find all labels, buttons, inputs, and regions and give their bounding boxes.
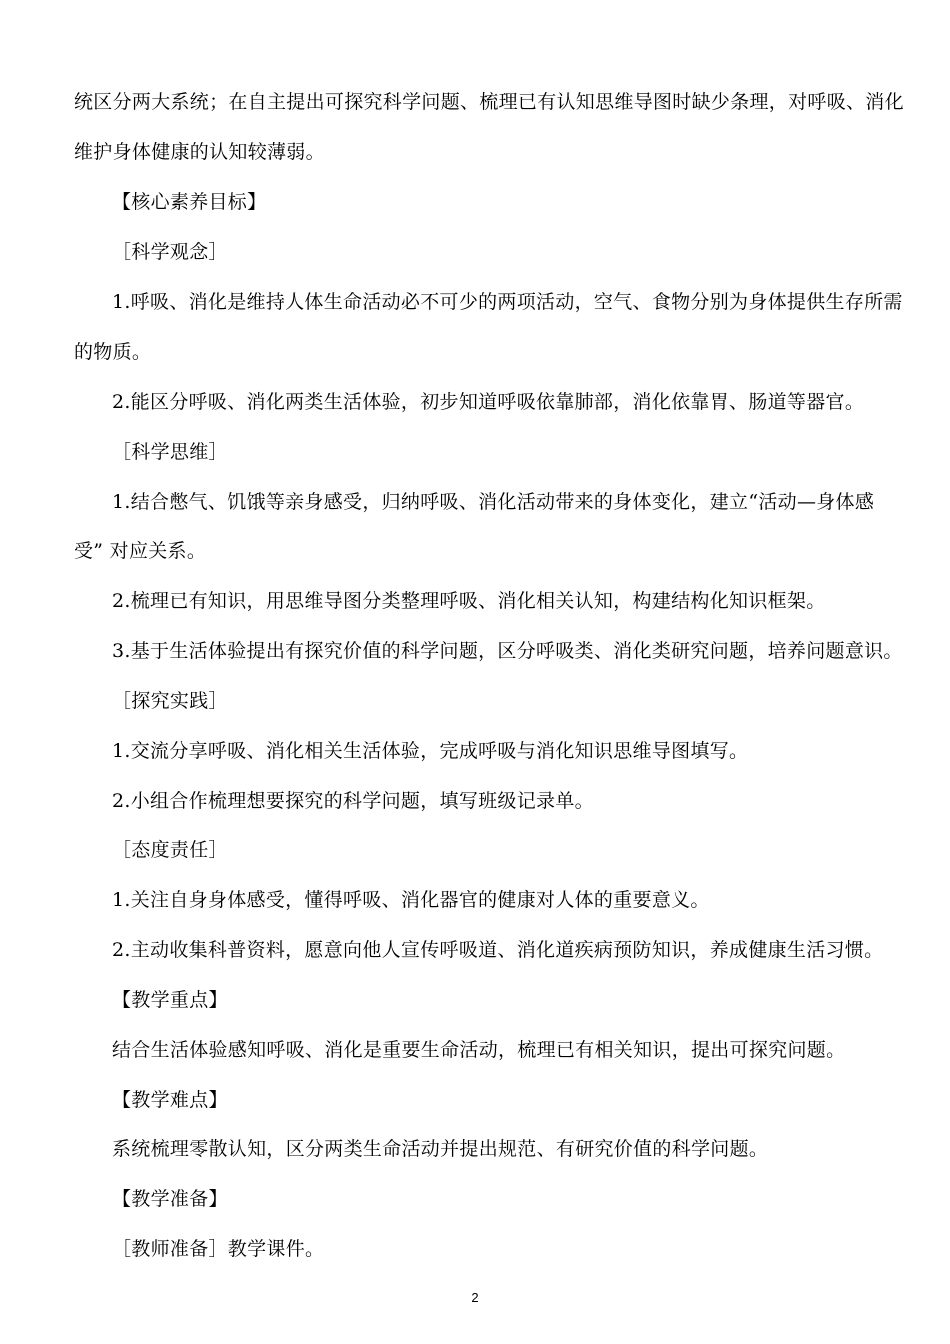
intro-line-1: 统区分两大系统；在自主提出可探究科学问题、梳理已有认知思维导图时缺少条理，对呼吸、消化 xyxy=(74,91,904,113)
attitude-item-1: 1.关注自身身体感受，懂得呼吸、消化器官的健康对人体的重要意义。 xyxy=(112,889,710,911)
inquiry-practice-heading: ［探究实践］ xyxy=(112,690,228,712)
intro-line-2: 维护身体健康的认知较薄弱。 xyxy=(74,141,325,163)
science-thinking-item-3: 3.基于生活体验提出有探究价值的科学问题，区分呼吸类、消化类研究问题，培养问题意识。 xyxy=(112,640,903,662)
inquiry-practice-item-1: 1.交流分享呼吸、消化相关生活体验，完成呼吸与消化知识思维导图填写。 xyxy=(112,740,749,762)
preparation-heading: 【教学准备】 xyxy=(112,1188,228,1210)
attitude-heading: ［态度责任］ xyxy=(112,839,228,861)
key-points-heading: 【教学重点】 xyxy=(112,989,228,1011)
attitude-item-2: 2.主动收集科普资料，愿意向他人宣传呼吸道、消化道疾病预防知识，养成健康生活习惯。 xyxy=(112,939,884,961)
science-thinking-item-1-line-1: 1.结合憋气、饥饿等亲身感受，归纳呼吸、消化活动带来的身体变化，建立“活动—身体感 xyxy=(112,491,875,513)
science-thinking-heading: ［科学思维］ xyxy=(112,441,228,463)
core-goals-heading: 【核心素养目标】 xyxy=(112,191,267,213)
science-concept-item-1-line-2: 的物质。 xyxy=(74,341,152,363)
difficult-points-heading: 【教学难点】 xyxy=(112,1089,228,1111)
science-concept-heading: ［科学观念］ xyxy=(112,241,228,263)
difficult-points-text: 系统梳理零散认知，区分两类生命活动并提出规范、有研究价值的科学问题。 xyxy=(112,1138,769,1160)
teacher-preparation: ［教师准备］教学课件。 xyxy=(112,1238,325,1260)
science-concept-item-2: 2.能区分呼吸、消化两类生活体验，初步知道呼吸依靠肺部，消化依靠胃、肠道等器官。 xyxy=(112,391,865,413)
science-thinking-item-1-line-2: 受” 对应关系。 xyxy=(74,540,207,562)
science-concept-item-1-line-1: 1.呼吸、消化是维持人体生命活动必不可少的两项活动，空气、食物分别为身体提供生存所需 xyxy=(112,291,903,313)
inquiry-practice-item-2: 2.小组合作梳理想要探究的科学问题，填写班级记录单。 xyxy=(112,790,594,812)
science-thinking-item-2: 2.梳理已有知识，用思维导图分类整理呼吸、消化相关认知，构建结构化知识框架。 xyxy=(112,590,826,612)
key-points-text: 结合生活体验感知呼吸、消化是重要生命活动，梳理已有相关知识，提出可探究问题。 xyxy=(112,1039,846,1061)
page-number: 2 xyxy=(471,1290,479,1305)
